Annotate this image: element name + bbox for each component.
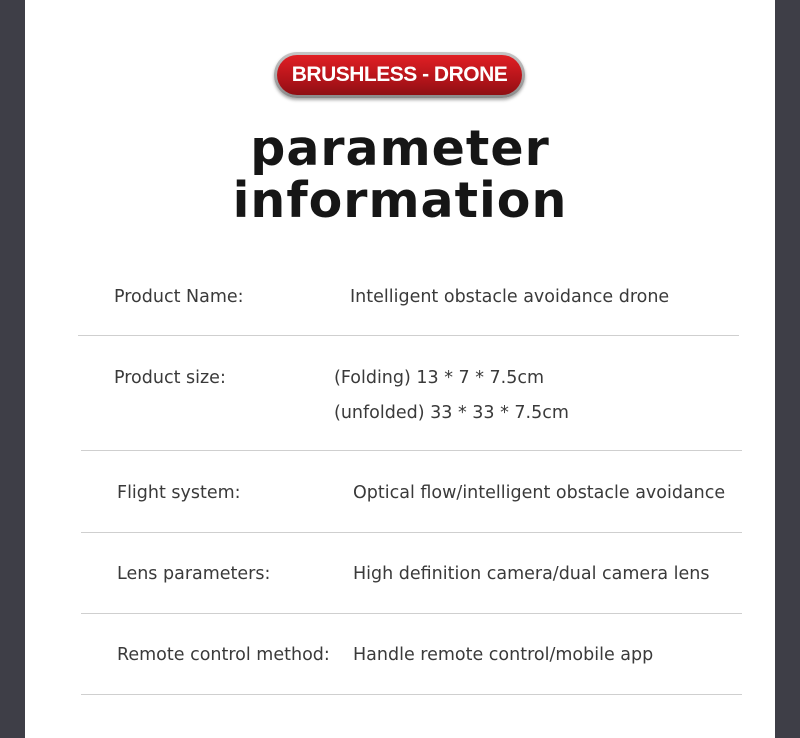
- row-divider: [81, 694, 742, 695]
- row-divider: [81, 450, 742, 451]
- spec-value-product-name: Intelligent obstacle avoidance drone: [350, 287, 670, 307]
- row-divider: [81, 532, 742, 533]
- spec-value-folded-size: (Folding) 13 * 7 * 7.5cm: [334, 368, 545, 388]
- spec-label-lens-parameters: Lens parameters:: [117, 564, 271, 584]
- row-divider: [78, 335, 739, 336]
- brand-badge: [274, 52, 525, 98]
- row-divider: [81, 613, 742, 614]
- spec-value-remote-control: Handle remote control/mobile app: [353, 645, 654, 665]
- spec-label-remote-control: Remote control method:: [117, 645, 330, 665]
- spec-label-flight-system: Flight system:: [117, 483, 241, 503]
- spec-label-product-name: Product Name:: [114, 287, 244, 307]
- spec-value-lens-parameters: High definition camera/dual camera lens: [353, 564, 710, 584]
- badge-label: BRUSHLESS - DRONE: [277, 55, 522, 95]
- page-title-line-2: information: [232, 172, 568, 229]
- page-title-line-1: parameter: [250, 120, 550, 177]
- spec-value-flight-system: Optical flow/intelligent obstacle avoidance: [353, 483, 726, 503]
- spec-label-product-size: Product size:: [114, 368, 226, 388]
- spec-value-unfolded-size: (unfolded) 33 * 33 * 7.5cm: [334, 403, 569, 423]
